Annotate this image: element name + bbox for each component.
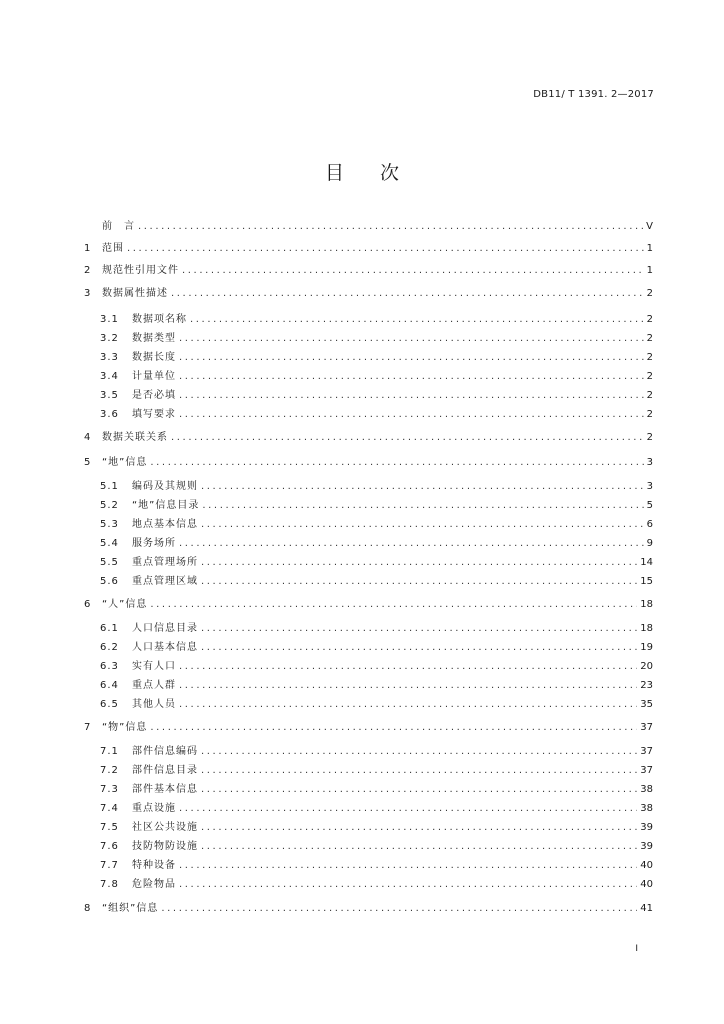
- toc-entry[interactable]: [84, 219, 653, 235]
- toc-entry-number: 3.1: [100, 314, 119, 325]
- toc-entry[interactable]: [100, 744, 653, 760]
- toc-entry-label: “人”信息: [102, 599, 148, 610]
- toc-entry-page: 2: [646, 333, 653, 344]
- toc-entry-label: “组织”信息: [102, 903, 159, 914]
- toc-dot-leader: [150, 455, 643, 471]
- toc-entry-page: 19: [640, 642, 653, 653]
- toc-entry[interactable]: [100, 350, 653, 366]
- toc-dot-leader: [171, 286, 644, 302]
- toc-dot-leader: [127, 241, 644, 257]
- toc-entry-label: 人口信息目录: [132, 623, 198, 634]
- document-code: DB11/ T 1391. 2—2017: [533, 89, 654, 100]
- toc-entry[interactable]: [100, 388, 653, 404]
- toc-dot-leader: [190, 312, 644, 328]
- toc-entry-page: 9: [646, 538, 653, 549]
- toc-entry-number: 3.2: [100, 333, 119, 344]
- toc-dot-leader: [179, 350, 644, 366]
- toc-entry-label: 部件信息编码: [132, 746, 198, 757]
- toc-entry-page: 2: [646, 371, 653, 382]
- toc-entry-page: 1: [646, 265, 653, 276]
- toc-entry-label: 计量单位: [132, 371, 176, 382]
- toc-entry[interactable]: [100, 331, 653, 347]
- toc-dot-leader: [179, 877, 637, 893]
- toc-entry-number: 7.3: [100, 784, 119, 795]
- toc-entry-page: 2: [646, 288, 653, 299]
- toc-dot-leader: [201, 839, 637, 855]
- toc-entry-number: 5.4: [100, 538, 119, 549]
- toc-entry-page: 41: [640, 903, 653, 914]
- toc-entry[interactable]: [100, 312, 653, 328]
- toc-entry-label: 数据项名称: [132, 314, 187, 325]
- toc-entry[interactable]: [84, 597, 653, 613]
- toc-title-left: 目: [324, 162, 344, 184]
- toc-entry-number: 6.4: [100, 680, 119, 691]
- toc-entry-label: 特种设备: [132, 860, 176, 871]
- toc-entry-number: 5: [84, 457, 91, 468]
- toc-entry-label: 重点人群: [132, 680, 176, 691]
- toc-entry-number: 7.4: [100, 803, 119, 814]
- toc-title: [0, 158, 724, 185]
- toc-dot-leader: [150, 597, 637, 613]
- toc-entry-page: 14: [640, 557, 653, 568]
- toc-entry-number: 7.6: [100, 841, 119, 852]
- toc-entry-number: 5.3: [100, 519, 119, 530]
- toc-entry-label: 技防物防设施: [132, 841, 198, 852]
- toc-entry-number: 3.3: [100, 352, 119, 363]
- toc-entry-page: 40: [640, 879, 653, 890]
- toc-dot-leader: [179, 678, 637, 694]
- toc-entry-page: 37: [640, 765, 653, 776]
- toc-entry-number: 7: [84, 722, 91, 733]
- toc-entry-number: 6.5: [100, 699, 119, 710]
- toc-entry-number: 6: [84, 599, 91, 610]
- toc-entry[interactable]: [100, 801, 653, 817]
- toc-entry[interactable]: [100, 659, 653, 675]
- toc-entry-label: 社区公共设施: [132, 822, 198, 833]
- toc-entry-page: 1: [646, 243, 653, 254]
- toc-entry[interactable]: [100, 536, 653, 552]
- toc-entry-label: 范围: [102, 243, 124, 254]
- toc-entry-number: 8: [84, 903, 91, 914]
- toc-dot-leader: [182, 263, 644, 279]
- toc-entry-page: 39: [640, 841, 653, 852]
- toc-entry-page: 3: [646, 457, 653, 468]
- toc-entry[interactable]: [100, 407, 653, 423]
- toc-entry-label: 是否必填: [132, 390, 176, 401]
- toc-entry-label: 数据关联关系: [102, 432, 168, 443]
- toc-entry-label: 重点管理场所: [132, 557, 198, 568]
- toc-entry-label: “地”信息: [102, 457, 148, 468]
- toc-entry[interactable]: [100, 858, 653, 874]
- toc-title-right: 次: [380, 162, 400, 184]
- toc-entry-number: 6.1: [100, 623, 119, 634]
- toc-entry-label: 规范性引用文件: [102, 265, 179, 276]
- toc-entry-label: 数据类型: [132, 333, 176, 344]
- toc-dot-leader: [201, 763, 637, 779]
- toc-dot-leader: [201, 640, 637, 656]
- toc-dot-leader: [179, 659, 637, 675]
- toc-entry[interactable]: [100, 678, 653, 694]
- toc-entry-label: “物”信息: [102, 722, 148, 733]
- toc-entry-page: 37: [640, 746, 653, 757]
- toc-entry-page: V: [646, 221, 653, 232]
- toc-entry-label: 前 言: [102, 221, 135, 232]
- toc-entry-label: 填写要求: [132, 409, 176, 420]
- toc-dot-leader: [201, 555, 637, 571]
- toc-entry-page: 40: [640, 860, 653, 871]
- toc-entry-number: 7.1: [100, 746, 119, 757]
- toc-dot-leader: [201, 621, 637, 637]
- toc-dot-leader: [150, 720, 637, 736]
- toc-dot-leader: [201, 782, 637, 798]
- toc-dot-leader: [179, 536, 644, 552]
- toc-entry[interactable]: [84, 263, 653, 279]
- toc-entry-page: 2: [646, 352, 653, 363]
- toc-entry-number: 4: [84, 432, 91, 443]
- toc-entry[interactable]: [100, 763, 653, 779]
- toc-dot-leader: [179, 388, 644, 404]
- toc-dot-leader: [201, 744, 637, 760]
- toc-entry-number: 3: [84, 288, 91, 299]
- toc-dot-leader: [179, 331, 644, 347]
- toc-entry-page: 3: [646, 481, 653, 492]
- toc-entry-number: 2: [84, 265, 91, 276]
- toc-entry[interactable]: [84, 455, 653, 471]
- toc-entry-page: 18: [640, 599, 653, 610]
- toc-entry-number: 5.1: [100, 481, 119, 492]
- toc-dot-leader: [179, 697, 637, 713]
- toc-dot-leader: [179, 369, 644, 385]
- toc-entry-number: 1: [84, 243, 91, 254]
- toc-entry-page: 37: [640, 722, 653, 733]
- toc-entry-number: 5.6: [100, 576, 119, 587]
- toc-entry-number: 6.3: [100, 661, 119, 672]
- toc-entry-label: 服务场所: [132, 538, 176, 549]
- toc-entry[interactable]: [84, 430, 653, 446]
- toc-entry-label: “地”信息目录: [132, 500, 200, 511]
- toc-dot-leader: [161, 901, 637, 917]
- toc-entry-label: 部件信息目录: [132, 765, 198, 776]
- toc-entry-label: 数据长度: [132, 352, 176, 363]
- toc-entry[interactable]: [100, 839, 653, 855]
- toc-entry[interactable]: [100, 621, 653, 637]
- toc-entry-number: 6.2: [100, 642, 119, 653]
- toc-dot-leader: [138, 219, 643, 235]
- toc-entry[interactable]: [84, 720, 653, 736]
- toc-entry-label: 危险物品: [132, 879, 176, 890]
- toc-dot-leader: [171, 430, 644, 446]
- toc-entry[interactable]: [100, 369, 653, 385]
- toc-entry[interactable]: [100, 877, 653, 893]
- toc-entry-number: 3.4: [100, 371, 119, 382]
- toc-entry-page: 2: [646, 432, 653, 443]
- toc-entry[interactable]: [100, 697, 653, 713]
- toc-entry-page: 20: [640, 661, 653, 672]
- toc-entry[interactable]: [84, 241, 653, 257]
- toc-entry-label: 人口基本信息: [132, 642, 198, 653]
- toc-entry[interactable]: [100, 820, 653, 836]
- toc-entry[interactable]: [100, 782, 653, 798]
- page-number: I: [635, 944, 638, 954]
- toc-entry-number: 3.6: [100, 409, 119, 420]
- toc-dot-leader: [179, 801, 637, 817]
- toc-entry-page: 2: [646, 409, 653, 420]
- toc-entry[interactable]: [84, 286, 653, 302]
- toc-entry-label: 重点设施: [132, 803, 176, 814]
- toc-entry-number: 3.5: [100, 390, 119, 401]
- toc-dot-leader: [201, 517, 644, 533]
- toc-dot-leader: [179, 858, 637, 874]
- toc-dot-leader: [179, 407, 644, 423]
- toc-entry[interactable]: [100, 498, 653, 514]
- toc-entry-page: 6: [646, 519, 653, 530]
- toc-entry[interactable]: [100, 640, 653, 656]
- toc-entry-page: 35: [640, 699, 653, 710]
- toc-entry[interactable]: [100, 479, 653, 495]
- toc-entry-page: 23: [640, 680, 653, 691]
- toc-dot-leader: [201, 479, 644, 495]
- toc-entry-page: 5: [646, 500, 653, 511]
- toc-entry-number: 5.2: [100, 500, 119, 511]
- toc-entry-number: 7.2: [100, 765, 119, 776]
- toc-entry-page: 2: [646, 314, 653, 325]
- toc-entry[interactable]: [84, 901, 653, 917]
- toc-entry-page: 38: [640, 803, 653, 814]
- toc-entry[interactable]: [100, 555, 653, 571]
- toc-entry-page: 2: [646, 390, 653, 401]
- toc-entry-number: 5.5: [100, 557, 119, 568]
- toc-entry-label: 部件基本信息: [132, 784, 198, 795]
- toc-entry[interactable]: [100, 517, 653, 533]
- toc-dot-leader: [201, 820, 637, 836]
- toc-entry-label: 数据属性描述: [102, 288, 168, 299]
- toc-entry-label: 编码及其规则: [132, 481, 198, 492]
- toc-entry-number: 7.5: [100, 822, 119, 833]
- toc-dot-leader: [201, 574, 637, 590]
- toc-entry-label: 地点基本信息: [132, 519, 198, 530]
- toc-entry-page: 38: [640, 784, 653, 795]
- toc-entry-page: 18: [640, 623, 653, 634]
- toc-entry-label: 实有人口: [132, 661, 176, 672]
- toc-entry-label: 其他人员: [132, 699, 176, 710]
- toc-entry-page: 15: [640, 576, 653, 587]
- toc-entry-number: 7.7: [100, 860, 119, 871]
- toc-entry-number: 7.8: [100, 879, 119, 890]
- toc-entry-page: 39: [640, 822, 653, 833]
- toc-entry-label: 重点管理区域: [132, 576, 198, 587]
- toc-entry[interactable]: [100, 574, 653, 590]
- toc-dot-leader: [202, 498, 643, 514]
